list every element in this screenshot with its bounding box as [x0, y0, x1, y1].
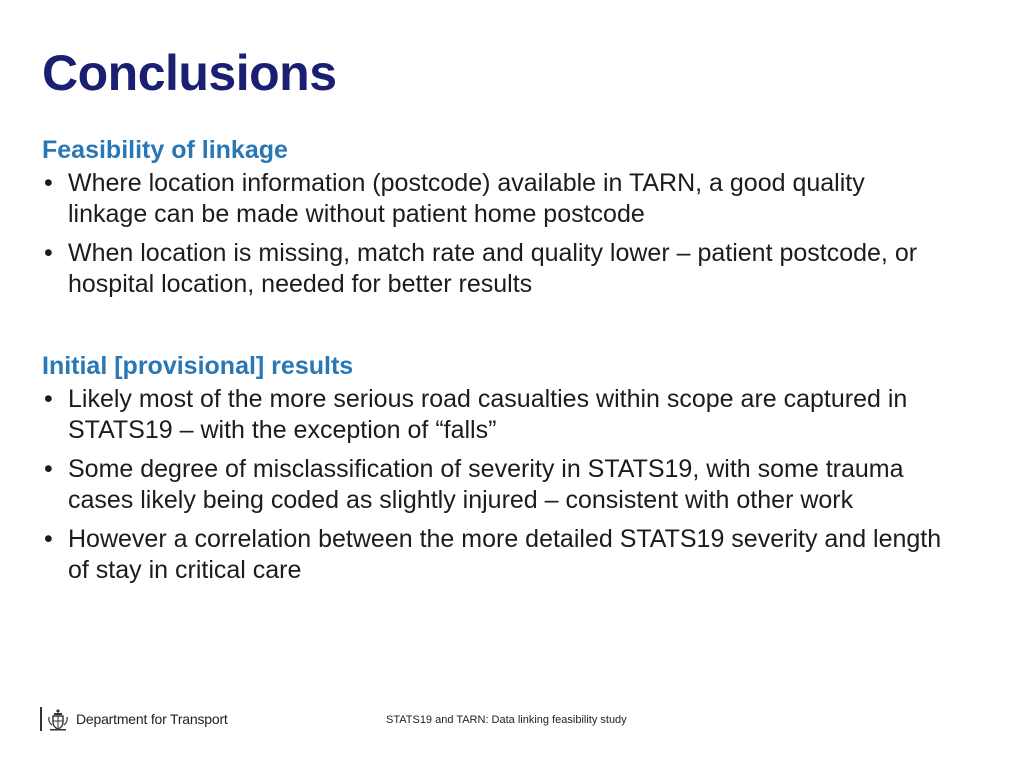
bullet-text: Some degree of misclassification of severity in STATS19, with some trauma cases likely being coded as slightly injured – consistent with other work	[68, 455, 904, 514]
bullet-item	[42, 168, 942, 230]
bullet-icon: •	[44, 385, 53, 413]
department-logo	[40, 706, 228, 732]
section-heading: Initial [provisional] results	[42, 352, 354, 380]
bullet-text: Where location information (postcode) available in TARN, a good quality linkage can be made without patient home postcode	[68, 169, 865, 228]
section-heading: Feasibility of linkage	[42, 136, 288, 164]
section-feasibility	[42, 135, 942, 308]
slide-title: Conclusions	[42, 45, 337, 101]
bullet-item	[42, 238, 942, 300]
bullet-text: However a correlation between the more detailed STATS19 severity and length of stay in critical care	[68, 525, 942, 584]
section-initial-results	[42, 351, 942, 594]
logo-text: Department for Transport	[76, 711, 228, 727]
bullet-list	[42, 168, 942, 300]
royal-crest-icon	[47, 707, 69, 731]
bullet-list	[42, 384, 942, 586]
bullet-icon: •	[44, 239, 53, 267]
logo-divider	[40, 707, 42, 731]
bullet-item	[42, 524, 942, 586]
bullet-text: Likely most of the more serious road casualties within scope are captured in STATS19 – with the exception of “falls”	[68, 385, 908, 444]
footer-caption: STATS19 and TARN: Data linking feasibility study	[386, 714, 627, 726]
bullet-text: When location is missing, match rate and quality lower – patient postcode, or hospital location, needed for better results	[68, 239, 918, 298]
bullet-icon: •	[44, 169, 53, 197]
bullet-icon: •	[44, 525, 53, 553]
bullet-item	[42, 454, 942, 516]
bullet-item	[42, 384, 942, 446]
bullet-icon: •	[44, 455, 53, 483]
